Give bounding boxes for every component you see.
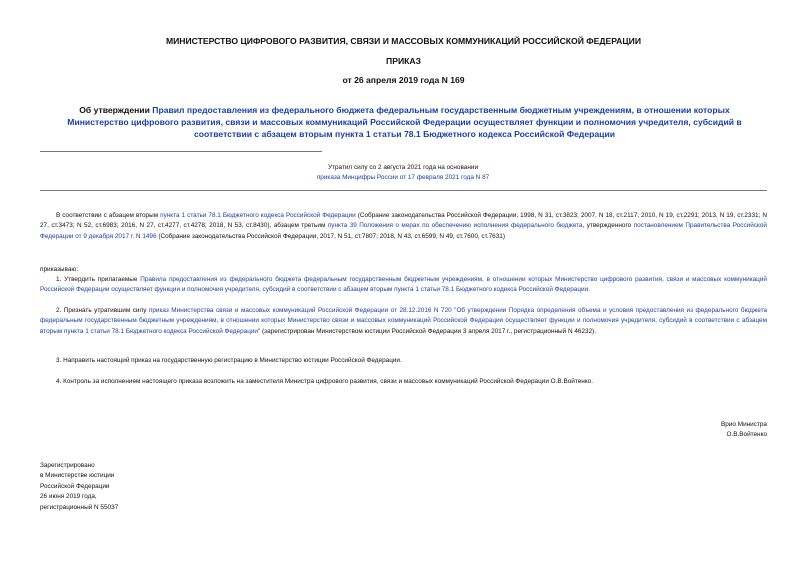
preamble-paragraph <box>40 211 767 242</box>
signature-position: Врио Министра <box>721 421 767 428</box>
regulation-link[interactable]: пункта 39 Положения о мерах по обеспечению исполнения федерального бюджета <box>327 222 583 230</box>
registration-block <box>40 461 240 513</box>
divider-full <box>40 190 767 191</box>
registration-line-1: Зарегистрировано <box>40 462 95 469</box>
document-type: ПРИКАЗ <box>386 56 421 66</box>
approved-rules-link[interactable]: Правила предоставления из федерального бюджета федеральным государственным бюджетным учреждениям, в отношении которых Министерство цифрового развития, связи и массовых коммуникаций Российской Федерации осуществляет функции и полномочия учредителя, субсидий в соответствии с абзацем вторым пункта 1 статьи 78.1 Бюджетного кодекса Российской Федерации <box>40 276 767 294</box>
signature-block <box>560 420 767 441</box>
government-decree-link[interactable]: постановлением Правительства Российской Федерации от 9 декабря 2017 г. N 1496 <box>40 222 768 240</box>
item-3-paragraph: 3. Направить настоящий приказ на государственную регистрацию в Министерство юстиции Российской Федерации. <box>56 357 402 364</box>
registration-line-5: регистрационный N 55037 <box>40 503 119 511</box>
item-1-text: 1. Утвердить прилагаемые <box>56 276 141 283</box>
status-line: Утратил силу со 2 августа 2021 года на основании <box>327 164 479 171</box>
item-4-paragraph: 4. Контроль за исполнением настоящего приказа возложить на заместителя Министра цифрового развития, связи и массовых коммуникаций Российской Федерации О.В.Войтенко. <box>56 378 593 385</box>
title-prefix: Об утверждении <box>79 105 153 115</box>
title-rules-link[interactable]: Правил предоставления из федерального бюджета федеральным государственным бюджетным учреждениям, в отношении которых Министерство цифрового развития, связи и массовых коммуникаций Российской Федерации осуществляет функции и полномочия учредителя, субсидий в соответствии с абзацем вторым пункта 1 статьи 78.1 Бюджетного кодекса Российской Федерации <box>67 105 742 139</box>
registration-line-2: в Министерстве юстиции <box>40 472 115 480</box>
status-repeal-link[interactable]: приказа Минцифры России от 17 февраля 2021 года N 87 <box>316 174 490 182</box>
preamble-text-1: В соответствии с абзацем вторым <box>56 212 161 219</box>
preamble-text-3: , утвержденного <box>582 222 634 230</box>
ministry-heading: МИНИСТЕРСТВО ЦИФРОВОГО РАЗВИТИЯ, СВЯЗИ И МАССОВЫХ КОММУНИКАЦИЙ РОССИЙСКОЙ ФЕДЕРАЦИИ <box>165 36 642 46</box>
item-2-paragraph <box>40 306 767 337</box>
preamble-text-2: (Собрание законодательства Российской Федерации, 1998, N 31, ст.3823; 2007, N 18, ст.2117; 2010, N 19, ст.2291; 2013, N 19, ст.2331; N 27, ст.3473; N 52, ст.6983; 2016, N 27, ст.4277, ст.4278; 2018, N 53, ст.8430), абзацем третьим <box>40 212 767 230</box>
preamble-text-4: (Собрание законодательства Российской Федерации, 2017, N 51, ст.7807; 2018, N 43, ст.6599; N 49, ст.7600, ст.7631) <box>156 232 505 240</box>
order-word: приказываю: <box>40 266 78 273</box>
registration-line-3: Российской Федерации <box>40 482 110 490</box>
item-2-end: (зарегистрирован Министерством юстиции Российской Федерации 3 апреля 2017 г., регистрационный N 46232). <box>260 327 597 335</box>
budget-code-link[interactable]: пункта 1 статьи 78.1 Бюджетного кодекса Российской Федерации <box>160 212 356 219</box>
document-date-number: от 26 апреля 2019 года N 169 <box>342 75 465 85</box>
document-title <box>52 104 757 140</box>
item-2-text: 2. Признать утратившим силу <box>56 307 149 314</box>
registration-line-4: 26 июня 2019 года, <box>40 493 97 501</box>
status-note <box>160 163 646 184</box>
divider-short <box>40 151 322 152</box>
repealed-order-link[interactable]: приказ Министерства связи и массовых коммуникаций Российской Федерации от 28.12.2016 N 720 "Об утверждении Порядка определения объема и условия предоставления из федерального бюджета федеральным государственным бюджетным учреждениям, в отношении которых Министерство связи и массовых коммуникаций Российской Федерации осуществляет функции и полномочия учредителя, субсидий в соответствии с абзацем вторым пункта 1 статьи 78.1 Бюджетного кодекса Российской Федерации" <box>40 307 767 335</box>
item-1-paragraph <box>40 275 767 296</box>
item-1-end: . <box>588 286 590 294</box>
signature-name: О.В.Войтенко <box>726 431 767 439</box>
